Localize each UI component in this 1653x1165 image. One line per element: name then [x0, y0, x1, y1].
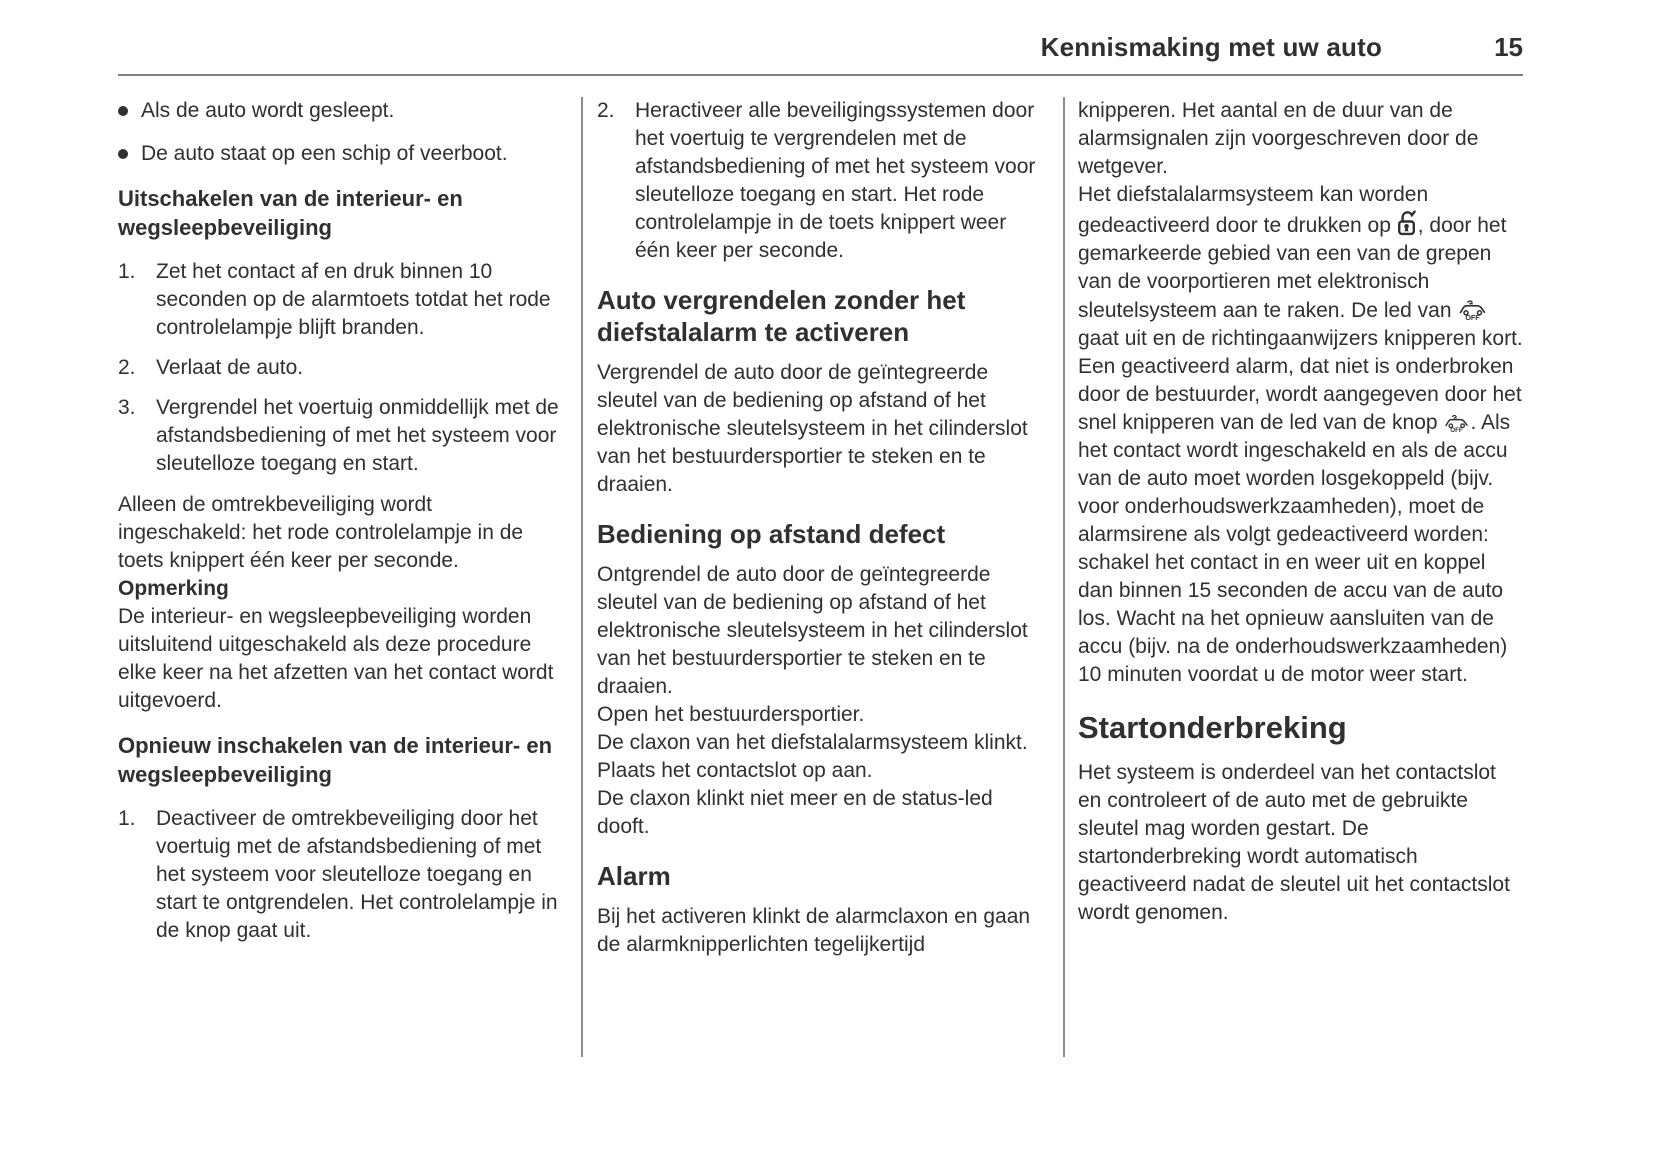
step-text: Zet het contact af en druk binnen 10 seconden op de alarmtoets totdat het rode controlelampje blijft branden.	[156, 260, 551, 339]
bullet-icon	[118, 106, 128, 116]
paragraph: Ontgrendel de auto door de geïntegreerde sleutel van de bediening op afstand of het elektronische sleutelsysteem in het cilinderslot van het bestuurdersportier te steken en te draaien.	[597, 563, 1028, 698]
alarm-off-icon	[1457, 296, 1488, 321]
note-text: De interieur- en wegsleepbeveiliging worden uitsluitend uitgeschakeld als deze procedure elke keer na het afzetten van het contact wordt uitgevoerd.	[118, 605, 554, 712]
alarm-off-icon	[1443, 411, 1470, 433]
paragraph: Bij het activeren klinkt de alarmclaxon en gaan de alarmknipperlichten tegelijkertijd	[597, 905, 1031, 956]
list-item	[118, 140, 561, 168]
paragraph: De claxon klinkt niet meer en de status-led dooft.	[597, 787, 993, 838]
step-number: 2.	[118, 356, 136, 379]
bullet-text: Als de auto wordt gesleept.	[141, 99, 395, 122]
bullet-icon	[118, 149, 128, 159]
step-text: Verlaat de auto.	[156, 356, 304, 379]
paragraph-with-icons	[1078, 353, 1525, 689]
step-item	[597, 97, 1041, 265]
chapter-title: Kennismaking met uw auto	[1040, 32, 1383, 62]
section-heading-lock-without-alarm: Auto vergrendelen zonder het diefstalalarm te activeren	[597, 285, 966, 347]
column-1	[118, 97, 583, 1057]
note-label: Opmerking	[118, 577, 229, 600]
step-text: Heractiveer alle beveiligingssystemen door het voertuig te vergrendelen met de afstandsbediening of met het systeem voor sleutelloze toegang en start. Het rode controlelampje in de toets knippert weer één keer per seconde.	[635, 99, 1036, 262]
column-3	[1065, 97, 1525, 1057]
paragraph-text: gaat uit en de richtingaanwijzers knipperen kort.	[1078, 327, 1523, 350]
step-number: 2.	[597, 99, 615, 122]
paragraph: Open het bestuurdersportier.	[597, 703, 865, 726]
section-heading-alarm: Alarm	[597, 861, 671, 891]
section-heading-remote-defect: Bediening op afstand defect	[597, 519, 946, 549]
paragraph: Vergrendel de auto door de geïntegreerde sleutel van de bediening op afstand of het elektronische sleutelsysteem in het cilinderslot van het bestuurdersportier te steken en te draaien.	[597, 361, 1028, 496]
alarm-off-icon-label: OFF	[1465, 313, 1481, 321]
content-columns	[0, 76, 1653, 1057]
step-text: Deactiveer de omtrekbeveiliging door het voertuig met de afstandsbediening of met het systeem voor sleutelloze toegang en start te ontgrendelen. Het controlelampje in de knop gaat uit.	[156, 807, 558, 942]
step-number: 1.	[118, 260, 136, 283]
step-number: 3.	[118, 396, 136, 419]
step-item	[118, 394, 561, 478]
step-item	[118, 805, 561, 945]
paragraph: De claxon van het diefstalalarmsysteem klinkt.	[597, 731, 1028, 754]
alarm-off-icon-label: OFF	[1450, 427, 1464, 433]
step-item	[118, 354, 561, 382]
paragraph: knipperen. Het aantal en de duur van de alarmsignalen zijn voorgeschreven door de wetgever.	[1078, 99, 1479, 178]
step-number: 1.	[118, 807, 136, 830]
section-heading-immobilizer: Startonderbreking	[1078, 710, 1347, 745]
section-heading-reenable-protection: Opnieuw inschakelen van de interieur- en wegsleepbeveiliging	[118, 733, 553, 787]
paragraph: Alleen de omtrekbeveiliging wordt ingeschakeld: het rode controlelampje in de toets knippert één keer per seconde.	[118, 493, 524, 572]
paragraph-text: Het diefstalalarmsysteem kan worden gedeactiveerd door te drukken op	[1078, 183, 1429, 237]
paragraph: Plaats het contactslot op aan.	[597, 759, 873, 782]
step-item	[118, 258, 561, 342]
page-header	[0, 0, 1653, 63]
page-number: 15	[1494, 32, 1523, 62]
paragraph-with-icons	[1078, 181, 1525, 353]
list-item	[118, 97, 561, 125]
paragraph-text: Een geactiveerd alarm, dat niet is onderbroken door de bestuurder, wordt aangegeven door het snel knipperen van de led van de knop	[1078, 355, 1522, 434]
unlock-icon	[1397, 209, 1418, 236]
paragraph-text: , door het gemarkeerde gebied van een van de grepen van de voorportieren met elektronisch sleutelsysteem aan te raken. De led van	[1078, 214, 1507, 322]
section-heading-disable-protection: Uitschakelen van de interieur- en wegsleepbeveiliging	[118, 186, 463, 240]
paragraph: Het systeem is onderdeel van het contactslot en controleert of de auto met de gebruikte sleutel mag worden gestart. De startonderbreking wordt automatisch geactiveerd nadat de sleutel uit het contactslot wordt genomen.	[1078, 761, 1510, 924]
step-text: Vergrendel het voertuig onmiddellijk met de afstandsbediening of met het systeem voor sleutelloze toegang en start.	[156, 396, 559, 475]
bullet-text: De auto staat op een schip of veerboot.	[141, 142, 508, 165]
paragraph-text: . Als het contact wordt ingeschakeld en als de accu van de auto moet worden losgekoppeld (bijv. voor onderhoudswerkzaamheden), moet de alarmsirene als volgt gedeactiveerd worden: schakel het contact in en weer uit en koppel dan binnen 15 seconden de accu van de auto los. Wacht na het opnieuw aansluiten van de accu (bijv. na de onderhoudswerkzaamheden) 10 minuten voordat u de motor weer start.	[1078, 411, 1511, 686]
column-2	[583, 97, 1065, 1057]
